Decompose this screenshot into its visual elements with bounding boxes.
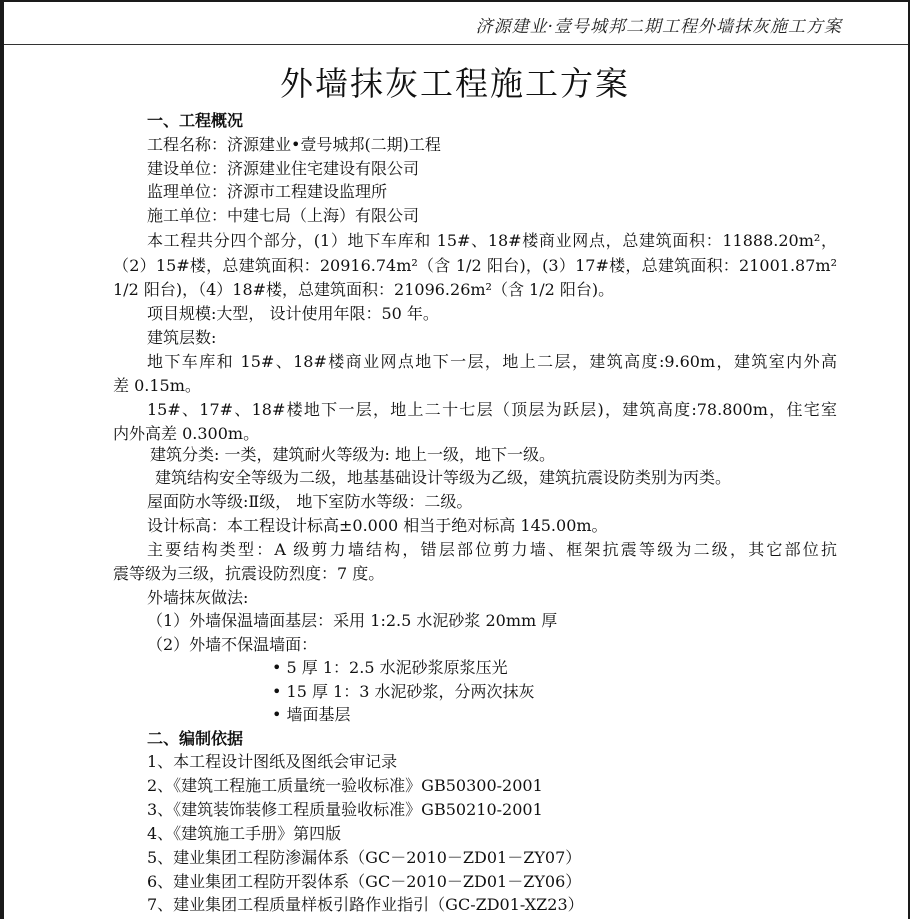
- supervisor-unit: 监理单位：济源市工程建设监理所: [147, 182, 388, 201]
- plaster-label: 外墙抹灰做法:: [147, 588, 249, 607]
- scope-paragraph-line-3: 1/2 阳台)，（4）18#楼，总建筑面积：21096.26m²（含 1/2 阳台)。: [113, 280, 615, 299]
- floors-label: 建筑层数:: [147, 328, 217, 347]
- section-heading-overview: 一、工程概况: [147, 111, 244, 130]
- window-frame-top: [0, 0, 910, 2]
- basis-item: 5、建业集团工程防渗漏体系（GC－2010－ZD01－ZY07）: [147, 848, 582, 867]
- window-frame-left: [0, 0, 4, 919]
- project-scale: 项目规模:大型， 设计使用年限：50 年。: [147, 304, 439, 323]
- running-header: 济源建业·壹号城邦二期工程外墙抹灰施工方案: [475, 17, 842, 37]
- basis-item: 1、本工程设计图纸及图纸会审记录: [147, 752, 398, 771]
- owner-unit: 建设单位：济源建业住宅建设有限公司: [147, 159, 420, 178]
- section-heading-basis: 二、编制依据: [147, 729, 244, 748]
- basis-item: 2、《建筑工程施工质量统一验收标准》GB50300-2001: [147, 776, 543, 795]
- floors-line-4: 内外高差 0.300m。: [113, 424, 260, 443]
- basis-item: 3、《建筑装饰装修工程质量验收标准》GB50210-2001: [147, 800, 543, 819]
- scope-paragraph-line-2: （2）15#楼，总建筑面积：20916.74m²（含 1/2 阳台)，(3）17#楼，总建筑面积：21001.87m²: [113, 256, 837, 275]
- structure-line-2: 震等级为三级，抗震设防烈度：7 度。: [113, 564, 385, 583]
- structural-safety: 建筑结构安全等级为二级，地基基础设计等级为乙级，建筑抗震设防类别为丙类。: [155, 468, 732, 487]
- floors-line-3: 15#、17#、18#楼地下一层，地上二十七层（顶层为跃层)，建筑高度:78.800m，住宅室: [147, 400, 837, 419]
- basis-item: 4、《建筑施工手册》第四版: [147, 824, 342, 843]
- plaster-bullet-3: • 墙面基层: [272, 705, 351, 724]
- basis-item: 6、建业集团工程防开裂体系（GC－2010－ZD01－ZY06）: [147, 872, 582, 891]
- plaster-bullet-1: • 5 厚 1：2.5 水泥砂浆原浆压光: [272, 658, 508, 677]
- floors-line-1: 地下车库和 15#、18#楼商业网点地下一层，地上二层，建筑高度:9.60m，建筑室内外高: [147, 352, 837, 371]
- document-title: 外墙抹灰工程施工方案: [280, 64, 630, 103]
- design-elevation: 设计标高：本工程设计标高±0.000 相当于绝对标高 145.00m。: [147, 516, 608, 535]
- plaster-bullet-2: • 15 厚 1：3 水泥砂浆，分两次抹灰: [272, 682, 535, 701]
- structure-line-1: 主要结构类型：A 级剪力墙结构，错层部位剪力墙、框架抗震等级为二级，其它部位抗: [147, 540, 837, 559]
- basis-item: 7、建业集团工程质量样板引路作业指引（GC-ZD01-XZ23）: [147, 895, 584, 914]
- waterproof-grade: 屋面防水等级:Ⅱ级， 地下室防水等级：二级。: [147, 492, 473, 511]
- plaster-item-1: （1）外墙保温墙面基层：采用 1:2.5 水泥砂浆 20mm 厚: [147, 611, 558, 630]
- contractor-unit: 施工单位：中建七局（上海）有限公司: [147, 206, 420, 225]
- floors-line-2: 差 0.15m。: [113, 376, 201, 395]
- project-name: 工程名称：济源建业•壹号城邦(二期)工程: [147, 135, 441, 154]
- plaster-item-2: （2）外墙不保温墙面：: [147, 635, 318, 654]
- scope-paragraph-line-1: 本工程共分四个部分，(1）地下车库和 15#、18#楼商业网点，总建筑面积：11888.20m²，: [147, 231, 837, 250]
- building-category: 建筑分类: 一类，建筑耐火等级为: 地上一级，地下一级。: [150, 445, 555, 464]
- header-rule: [4, 44, 908, 45]
